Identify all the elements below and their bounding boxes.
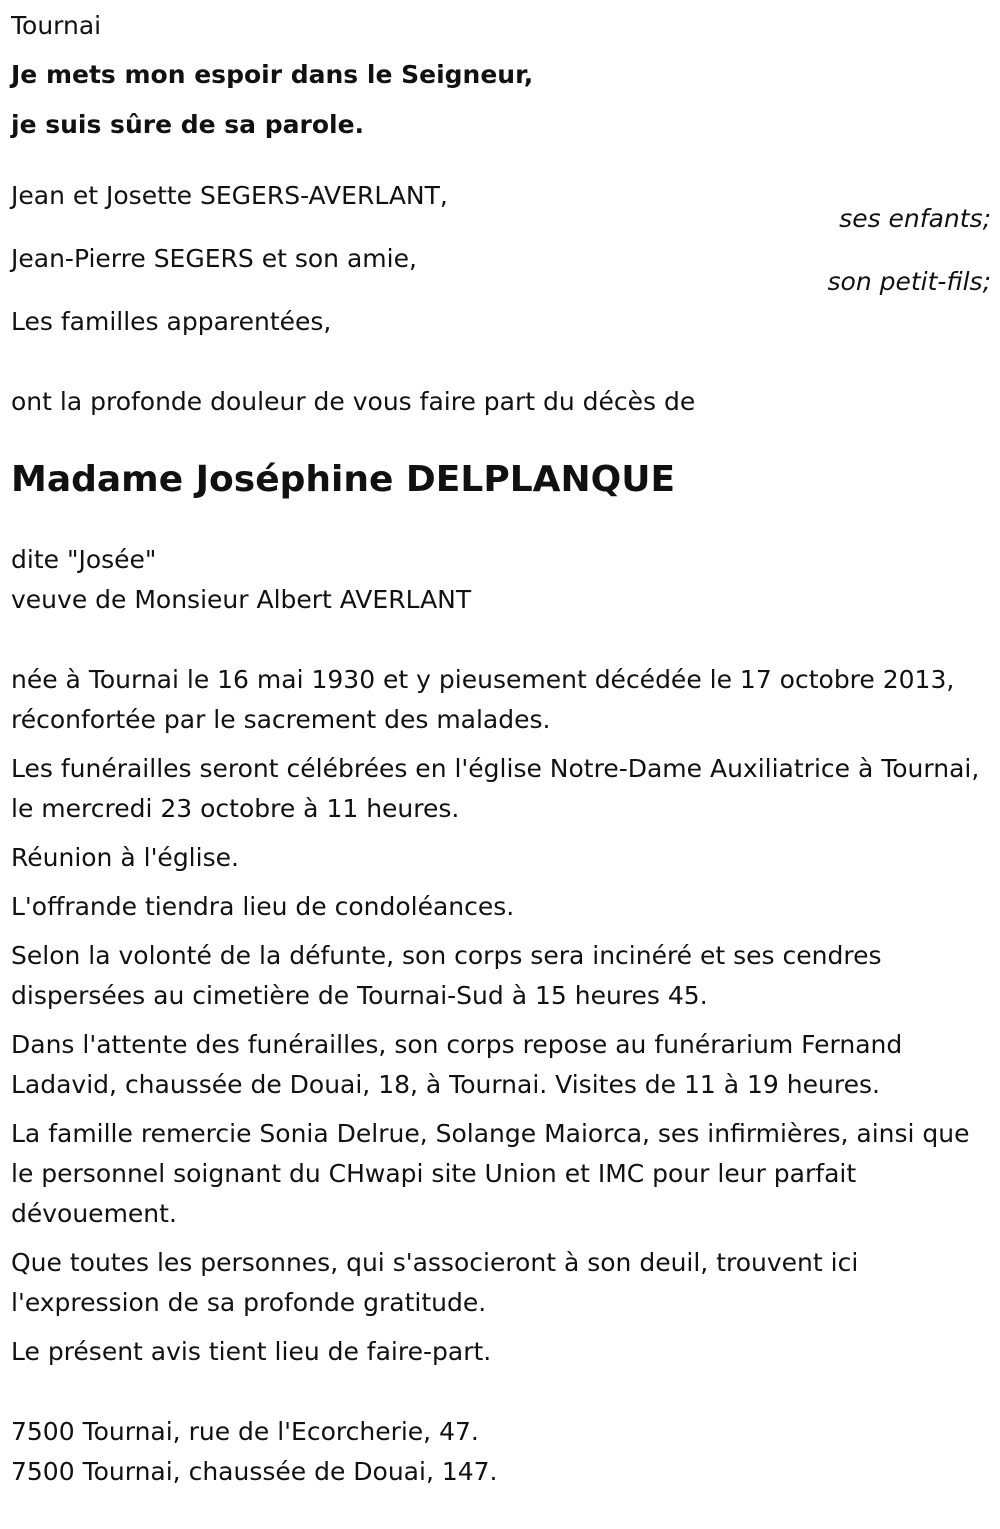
notice-paragraph: Selon la volonté de la défunte, son corps sera incinéré et ses cendres dispersées au cimetière de Tournai-Sud à 15 heures 45. (11, 941, 882, 1010)
family-row (11, 239, 991, 302)
address-line: 7500 Tournai, rue de l'Ecorcherie, 47. (11, 1417, 479, 1446)
family-role: son petit-fils; (827, 267, 991, 296)
scripture-verse (11, 50, 991, 150)
family-name: Les familles apparentées, (11, 307, 332, 336)
notice-paragraph: La famille remercie Sonia Delrue, Solange Maiorca, ses infirmières, ainsi que le personnel soignant du CHwapi site Union et IMC pour leur parfait dévouement. (11, 1119, 970, 1228)
family-name: Jean et Josette SEGERS-AVERLANT, (11, 181, 448, 210)
verse-line: Je mets mon espoir dans le Seigneur, (11, 60, 534, 89)
announcement-text: ont la profonde douleur de vous faire part du décès de (11, 387, 696, 416)
obituary-notice (11, 6, 991, 1492)
notice-paragraph: Que toutes les personnes, qui s'associeront à son deuil, trouvent ici l'expression de sa profonde gratitude. (11, 1248, 859, 1317)
notice-paragraph: Les funérailles seront célébrées en l'église Notre-Dame Auxiliatrice à Tournai, le mercredi 23 octobre à 11 heures. (11, 754, 980, 823)
family-name: Jean-Pierre SEGERS et son amie, (11, 244, 417, 273)
notice-paragraph: née à Tournai le 16 mai 1930 et y pieusement décédée le 17 octobre 2013, réconfortée par le sacrement des malades. (11, 665, 955, 734)
notice-body (11, 660, 991, 1372)
deceased-widow-of: veuve de Monsieur Albert AVERLANT (11, 585, 472, 614)
city-header: Tournai (11, 11, 102, 40)
notice-paragraph: Réunion à l'église. (11, 843, 239, 872)
family-row (11, 302, 991, 342)
deceased-details (11, 540, 991, 620)
family-list (11, 176, 991, 342)
verse-line: je suis sûre de sa parole. (11, 110, 365, 139)
address-line: 7500 Tournai, chaussée de Douai, 147. (11, 1457, 498, 1486)
notice-paragraph: Dans l'attente des funérailles, son corps repose au funérarium Fernand Ladavid, chaussée de Douai, 18, à Tournai. Visites de 11 à 19 heures. (11, 1030, 903, 1099)
family-role: ses enfants; (839, 204, 991, 233)
notice-paragraph: L'offrande tiendra lieu de condoléances. (11, 892, 515, 921)
notice-paragraph: Le présent avis tient lieu de faire-part. (11, 1337, 492, 1366)
family-row (11, 176, 991, 239)
deceased-name: Madame Joséphine DELPLANQUE (11, 459, 676, 500)
deceased-nickname: dite "Josée" (11, 545, 157, 574)
addresses (11, 1412, 991, 1492)
